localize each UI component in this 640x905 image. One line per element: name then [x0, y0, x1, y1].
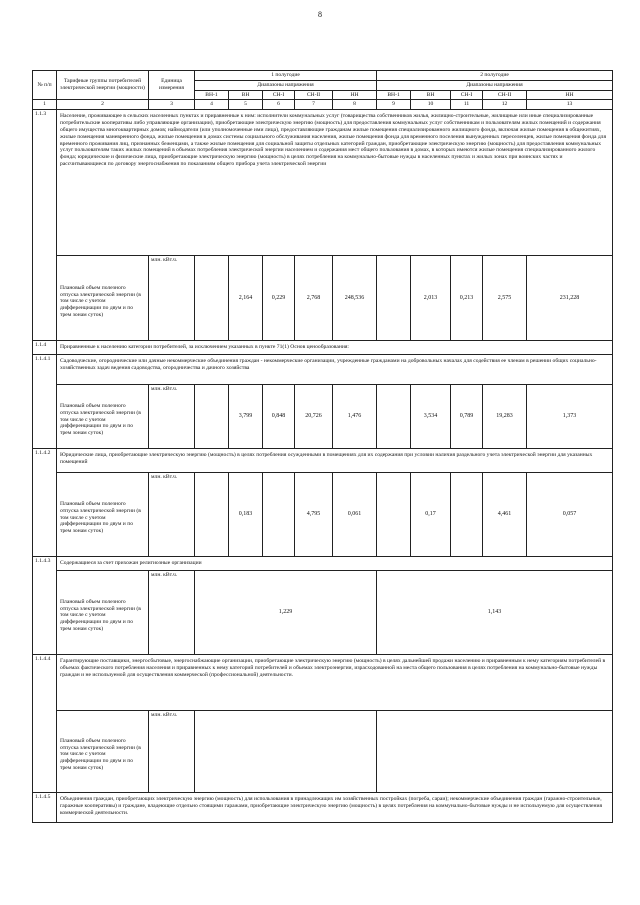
column-number-row	[33, 100, 613, 110]
value-h2-nn: 0,057	[527, 473, 613, 557]
value-h1-sn1: 0,848	[263, 385, 295, 449]
value-h1-vn1	[195, 256, 229, 341]
col-num: 8	[333, 100, 377, 110]
col-num: 7	[295, 100, 333, 110]
row-number: 1.1.4.3	[33, 557, 57, 655]
row-number: 1.1.4.2	[33, 449, 57, 557]
page-number: 8	[318, 10, 322, 19]
value-h1-nn: 1,476	[333, 385, 377, 449]
row-1-1-3-desc	[33, 110, 613, 256]
row-1-1-4-2-desc	[33, 449, 613, 473]
value-h2-vn1	[377, 256, 411, 341]
value-h2-sn1: 0,213	[451, 256, 483, 341]
value-h2-sn1	[451, 473, 483, 557]
category-description: Юридические лица, приобретающие электрическую энергию (мощность) в целях потребления осужденными в помещениях для их содержания при условии наличия раздельного учета электрической энергии для указанных помещений	[57, 449, 613, 473]
category-description: Содержащиеся за счет прихожан религиозные организации	[57, 557, 613, 571]
value-h2-vn: 0,17	[411, 473, 451, 557]
unit-cell: млн. кВт.ч.	[149, 473, 195, 557]
value-h1-nn: 248,536	[333, 256, 377, 341]
header-groups: Тарифные группы потребителей электрической энергии (мощности)	[57, 71, 149, 100]
level: СН-II	[295, 90, 333, 100]
level: СН-I	[263, 90, 295, 100]
col-num: 13	[527, 100, 613, 110]
value-h2-sn1: 0,789	[451, 385, 483, 449]
value-h2-vn: 3,534	[411, 385, 451, 449]
row-1-1-4-3-desc	[33, 557, 613, 571]
value-h2-sn2: 2,575	[483, 256, 527, 341]
col-num: 2	[57, 100, 149, 110]
header-ranges-1: Диапазоны напряжения	[195, 80, 377, 90]
row-1-1-4	[33, 341, 613, 355]
value-h2-vn: 2,013	[411, 256, 451, 341]
level: СН-I	[451, 90, 483, 100]
row-1-1-3-volume	[33, 256, 613, 341]
header-unit: Единица измерения	[149, 71, 195, 100]
header-half1: 1 полугодие	[195, 71, 377, 81]
col-num: 1	[33, 100, 57, 110]
value-h1-sn2: 2,768	[295, 256, 333, 341]
value-h1-total: 1,229	[195, 570, 377, 654]
row-1-1-4-2-volume	[33, 473, 613, 557]
value-h1-sn1	[263, 473, 295, 557]
row-1-1-4-1-volume	[33, 385, 613, 449]
header-row-1	[33, 71, 613, 81]
value-h2-sn2: 4,461	[483, 473, 527, 557]
unit-cell: млн. кВт.ч.	[149, 256, 195, 341]
value-h1-vn: 0,183	[229, 473, 263, 557]
value-h2-total	[377, 710, 613, 792]
row-number: 1.1.4.1	[33, 355, 57, 449]
row-number: 1.1.4	[33, 341, 57, 355]
header-no: № п/п	[33, 71, 57, 100]
header-half2: 2 полугодие	[377, 71, 613, 81]
value-h1-vn1	[195, 473, 229, 557]
level: ВН-1	[195, 90, 229, 100]
value-h2-vn1	[377, 473, 411, 557]
value-h1-nn: 0,061	[333, 473, 377, 557]
category-description: Гарантирующие поставщики, энергосбытовые, энергоснабжающие организации, приобретающие электрическую энергию (мощность) в целях дальнейшей продажи населению и приравненным к нему категориям потребителей в объемах фактического потребления населения и приравненных к нему категорий потребителей и объемах электроэнергии, израсходованной на места общего пользования в целях потребления на коммунально-бытовые нужды граждан и не используемой для осуществления коммерческой (профессиональной) деятельности.	[57, 654, 613, 710]
volume-label: Плановый объем полезного отпуска электрической энергии (в том числе с учетом дифференциации по двум и по трем зонам суток)	[57, 385, 149, 449]
volume-label: Плановый объем полезного отпуска электрической энергии (в том числе с учетом дифференциации по двум и по трем зонам суток)	[57, 570, 149, 654]
level: ВН-1	[377, 90, 411, 100]
value-h2-total: 1,143	[377, 570, 613, 654]
volume-label: Плановый объем полезного отпуска электрической энергии (в том числе с учетом дифференциации по двум и по трем зонам суток)	[57, 710, 149, 792]
level: НН	[527, 90, 613, 100]
value-h1-vn: 3,799	[229, 385, 263, 449]
col-num: 9	[377, 100, 411, 110]
value-h2-vn1	[377, 385, 411, 449]
row-1-1-4-5-desc	[33, 792, 613, 822]
row-1-1-4-4-desc	[33, 654, 613, 710]
header-ranges-2: Диапазоны напряжения	[377, 80, 613, 90]
col-num: 3	[149, 100, 195, 110]
level: СН-II	[483, 90, 527, 100]
category-description: Приравненные к населению категории потребителей, за исключением указанных в пункте 71(1) Основ ценообразования:	[57, 341, 613, 355]
row-1-1-4-1-desc	[33, 355, 613, 385]
value-h1-vn1	[195, 385, 229, 449]
value-h1-sn2: 20,726	[295, 385, 333, 449]
level: ВН	[229, 90, 263, 100]
row-number: 1.1.4.4	[33, 654, 57, 792]
value-h1-total	[195, 710, 377, 792]
tariff-table	[32, 70, 613, 823]
unit-cell: млн. кВт.ч.	[149, 570, 195, 654]
category-description: Население, проживающее в сельских населенных пунктах и приравненные к ним: исполнители коммунальных услуг (товарищества собственников жилья, жилищно-строительные, жилищные или иные специализированные потребительские кооперативы либо управляющие организации), приобретающие электрическую энергию (мощность) для предоставления коммунальных услуг собственникам и пользователям жилых помещений и содержания общего имущества многоквартирных домов; наймодатели (или уполномоченные ими лица), предоставляющие гражданам жилые помещения специализированного жилищного фонда, включая жилые помещения в общежитиях, жилые помещения маневренного фонда, жилые помещения в домах системы социального обслуживания населения, жилые помещения фонда для временного поселения вынужденных переселенцев, жилые помещения фонда для временного проживания лиц, признанных беженцами, а также жилые помещения для социальной защиты отдельных категорий граждан, приобретающие электрическую энергию (мощность) для предоставления коммунальных услуг пользователям таких жилых помещений в объемах потребления электрической энергии населением и содержания мест общего пользования в домах, в которых имеются жилые помещения специализированного жилого фонда; юридические и физические лица, приобретающие электрическую энергию (мощность) в целях потребления на коммунально-бытовые нужды в населенных пунктах и жилых зонах при воинских частях и рассчитывающиеся по договору энергоснабжения по показаниям общего прибора учета электрической энергии	[57, 110, 613, 256]
col-num: 10	[411, 100, 451, 110]
unit-cell: млн. кВт.ч.	[149, 710, 195, 792]
level: НН	[333, 90, 377, 100]
col-num: 4	[195, 100, 229, 110]
row-1-1-4-3-volume	[33, 570, 613, 654]
col-num: 6	[263, 100, 295, 110]
category-description: Объединения граждан, приобретающих электрическую энергию (мощность) для использования в принадлежащих им хозяйственных постройках (погреба, сараи); некоммерческие объединения граждан (гаражно-строительные, гаражные кооперативы) и граждане, владеющие отдельно стоящими гаражами, приобретающие электрическую энергию (мощность) в целях потребления на коммунально-бытовые нужды и не используемую для осуществления коммерческой деятельности.	[57, 792, 613, 822]
volume-label: Плановый объем полезного отпуска электрической энергии (в том числе с учетом дифференциации по двум и по трем зонам суток)	[57, 256, 149, 341]
volume-label: Плановый объем полезного отпуска электрической энергии (в том числе с учетом дифференциации по двум и по трем зонам суток)	[57, 473, 149, 557]
category-description: Садоводческие, огороднические или дачные некоммерческие объединения граждан - некоммерческие организации, учрежденные гражданами на добровольных началах для содействия ее членам в решении общих социально-хозяйственных задач ведения садоводства, огородничества и дачного хозяйства	[57, 355, 613, 385]
value-h2-sn2: 19,283	[483, 385, 527, 449]
value-h1-sn2: 4,795	[295, 473, 333, 557]
level: ВН	[411, 90, 451, 100]
row-number: 1.1.4.5	[33, 792, 57, 822]
value-h2-nn: 1,373	[527, 385, 613, 449]
unit-cell: млн. кВт.ч.	[149, 385, 195, 449]
value-h1-sn1: 0,229	[263, 256, 295, 341]
col-num: 11	[451, 100, 483, 110]
row-number: 1.1.3	[33, 110, 57, 341]
col-num: 5	[229, 100, 263, 110]
col-num: 12	[483, 100, 527, 110]
row-1-1-4-4-volume	[33, 710, 613, 792]
value-h2-nn: 231,228	[527, 256, 613, 341]
value-h1-vn: 2,164	[229, 256, 263, 341]
